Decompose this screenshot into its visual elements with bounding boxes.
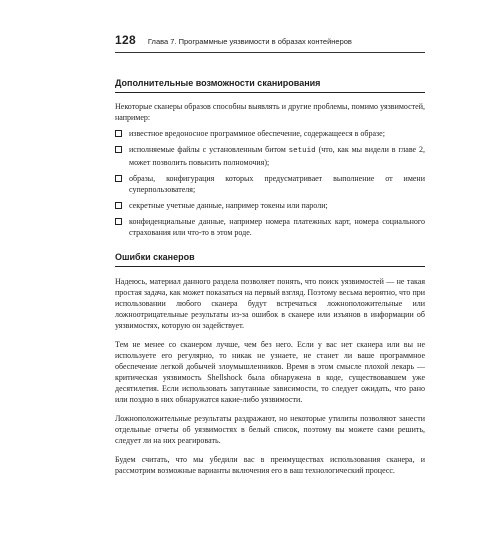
- checkbox-bullet-icon: [115, 146, 122, 153]
- checkbox-bullet-icon: [115, 218, 122, 225]
- heading-underline: [115, 266, 425, 267]
- page-header: [115, 33, 425, 53]
- body-paragraph: Будем считать, что мы убедили вас в преимуществах использования сканера, и рассмотрим возможные варианты включения его в ваш технологический процесс.: [115, 455, 425, 475]
- list-item-text: секретные учетные данные, например токены или пароли;: [129, 201, 328, 210]
- section-heading-scanning-features: Дополнительные возможности сканирования: [115, 78, 321, 88]
- page-number: 128: [115, 33, 136, 47]
- list-item-text: известное вредоносное программное обеспечение, содержащееся в образе;: [129, 129, 385, 138]
- running-title: Глава 7. Программные уязвимости в образах контейнеров: [147, 37, 352, 46]
- list-item: [115, 144, 425, 168]
- list-item: [115, 216, 425, 238]
- checkbox-bullet-icon: [115, 175, 122, 182]
- list-item: [115, 128, 425, 139]
- setuid-code: setuid: [288, 147, 316, 155]
- list-item-text-after: (что, как мы видели в главе 2, может позволить повысить полномочия);: [129, 145, 425, 167]
- checkbox-bullet-icon: [115, 202, 122, 209]
- feature-list: [115, 128, 425, 238]
- list-item-text: конфиденциальные данные, например номера платежных карт, номера социального страхования или что-то в этом роде.: [129, 217, 425, 237]
- list-item-text-before: исполняемые файлы с установленным битом: [129, 145, 289, 154]
- list-item: [115, 200, 425, 211]
- book-page: [0, 33, 500, 533]
- heading-underline: [115, 92, 425, 93]
- section-heading-scanner-errors: Ошибки сканеров: [115, 252, 195, 262]
- body-paragraph: Тем не менее со сканером лучше, чем без него. Если у вас нет сканера или вы не используете его регулярно, то никак не узнаете, не станет ли ваше программное обеспечение легкой добычей злоумышленников. Время в этом смысле плохой лекарь — критическая уязвимость Shellshock была обнаружена в коде, существовавшем уже десятилетия. Если использовать запутанные зависимости, то следует ожидать, что рано или поздно в них обнаружатся какие-либо уязвимости.: [115, 340, 425, 404]
- checkbox-bullet-icon: [115, 130, 122, 137]
- body-paragraph: Надеюсь, материал данного раздела позволяет понять, что поиск уязвимостей — не такая простая задача, как может показаться на первый взгляд. Поэтому весьма вероятно, что при использовании любого сканера будут встречаться ложноположительные или ложноотрицательные результаты из-за ошибок в сканере или изъянов в информации об уязвимостях, которую он задействует.: [115, 277, 425, 330]
- list-item-text: образы, конфигурация которых предусматривает выполнение от имени суперпользователя;: [129, 174, 425, 194]
- list-item: [115, 173, 425, 195]
- body-paragraph: Ложноположительные результаты раздражают, но некоторые утилиты позволяют занести отдельные отчеты об уязвимостях в белый список, поэтому вы можете сами решить, следует ли на них реагировать.: [115, 414, 425, 445]
- intro-paragraph: Некоторые сканеры образов способны выявлять и другие проблемы, помимо уязвимостей, например:: [115, 102, 425, 122]
